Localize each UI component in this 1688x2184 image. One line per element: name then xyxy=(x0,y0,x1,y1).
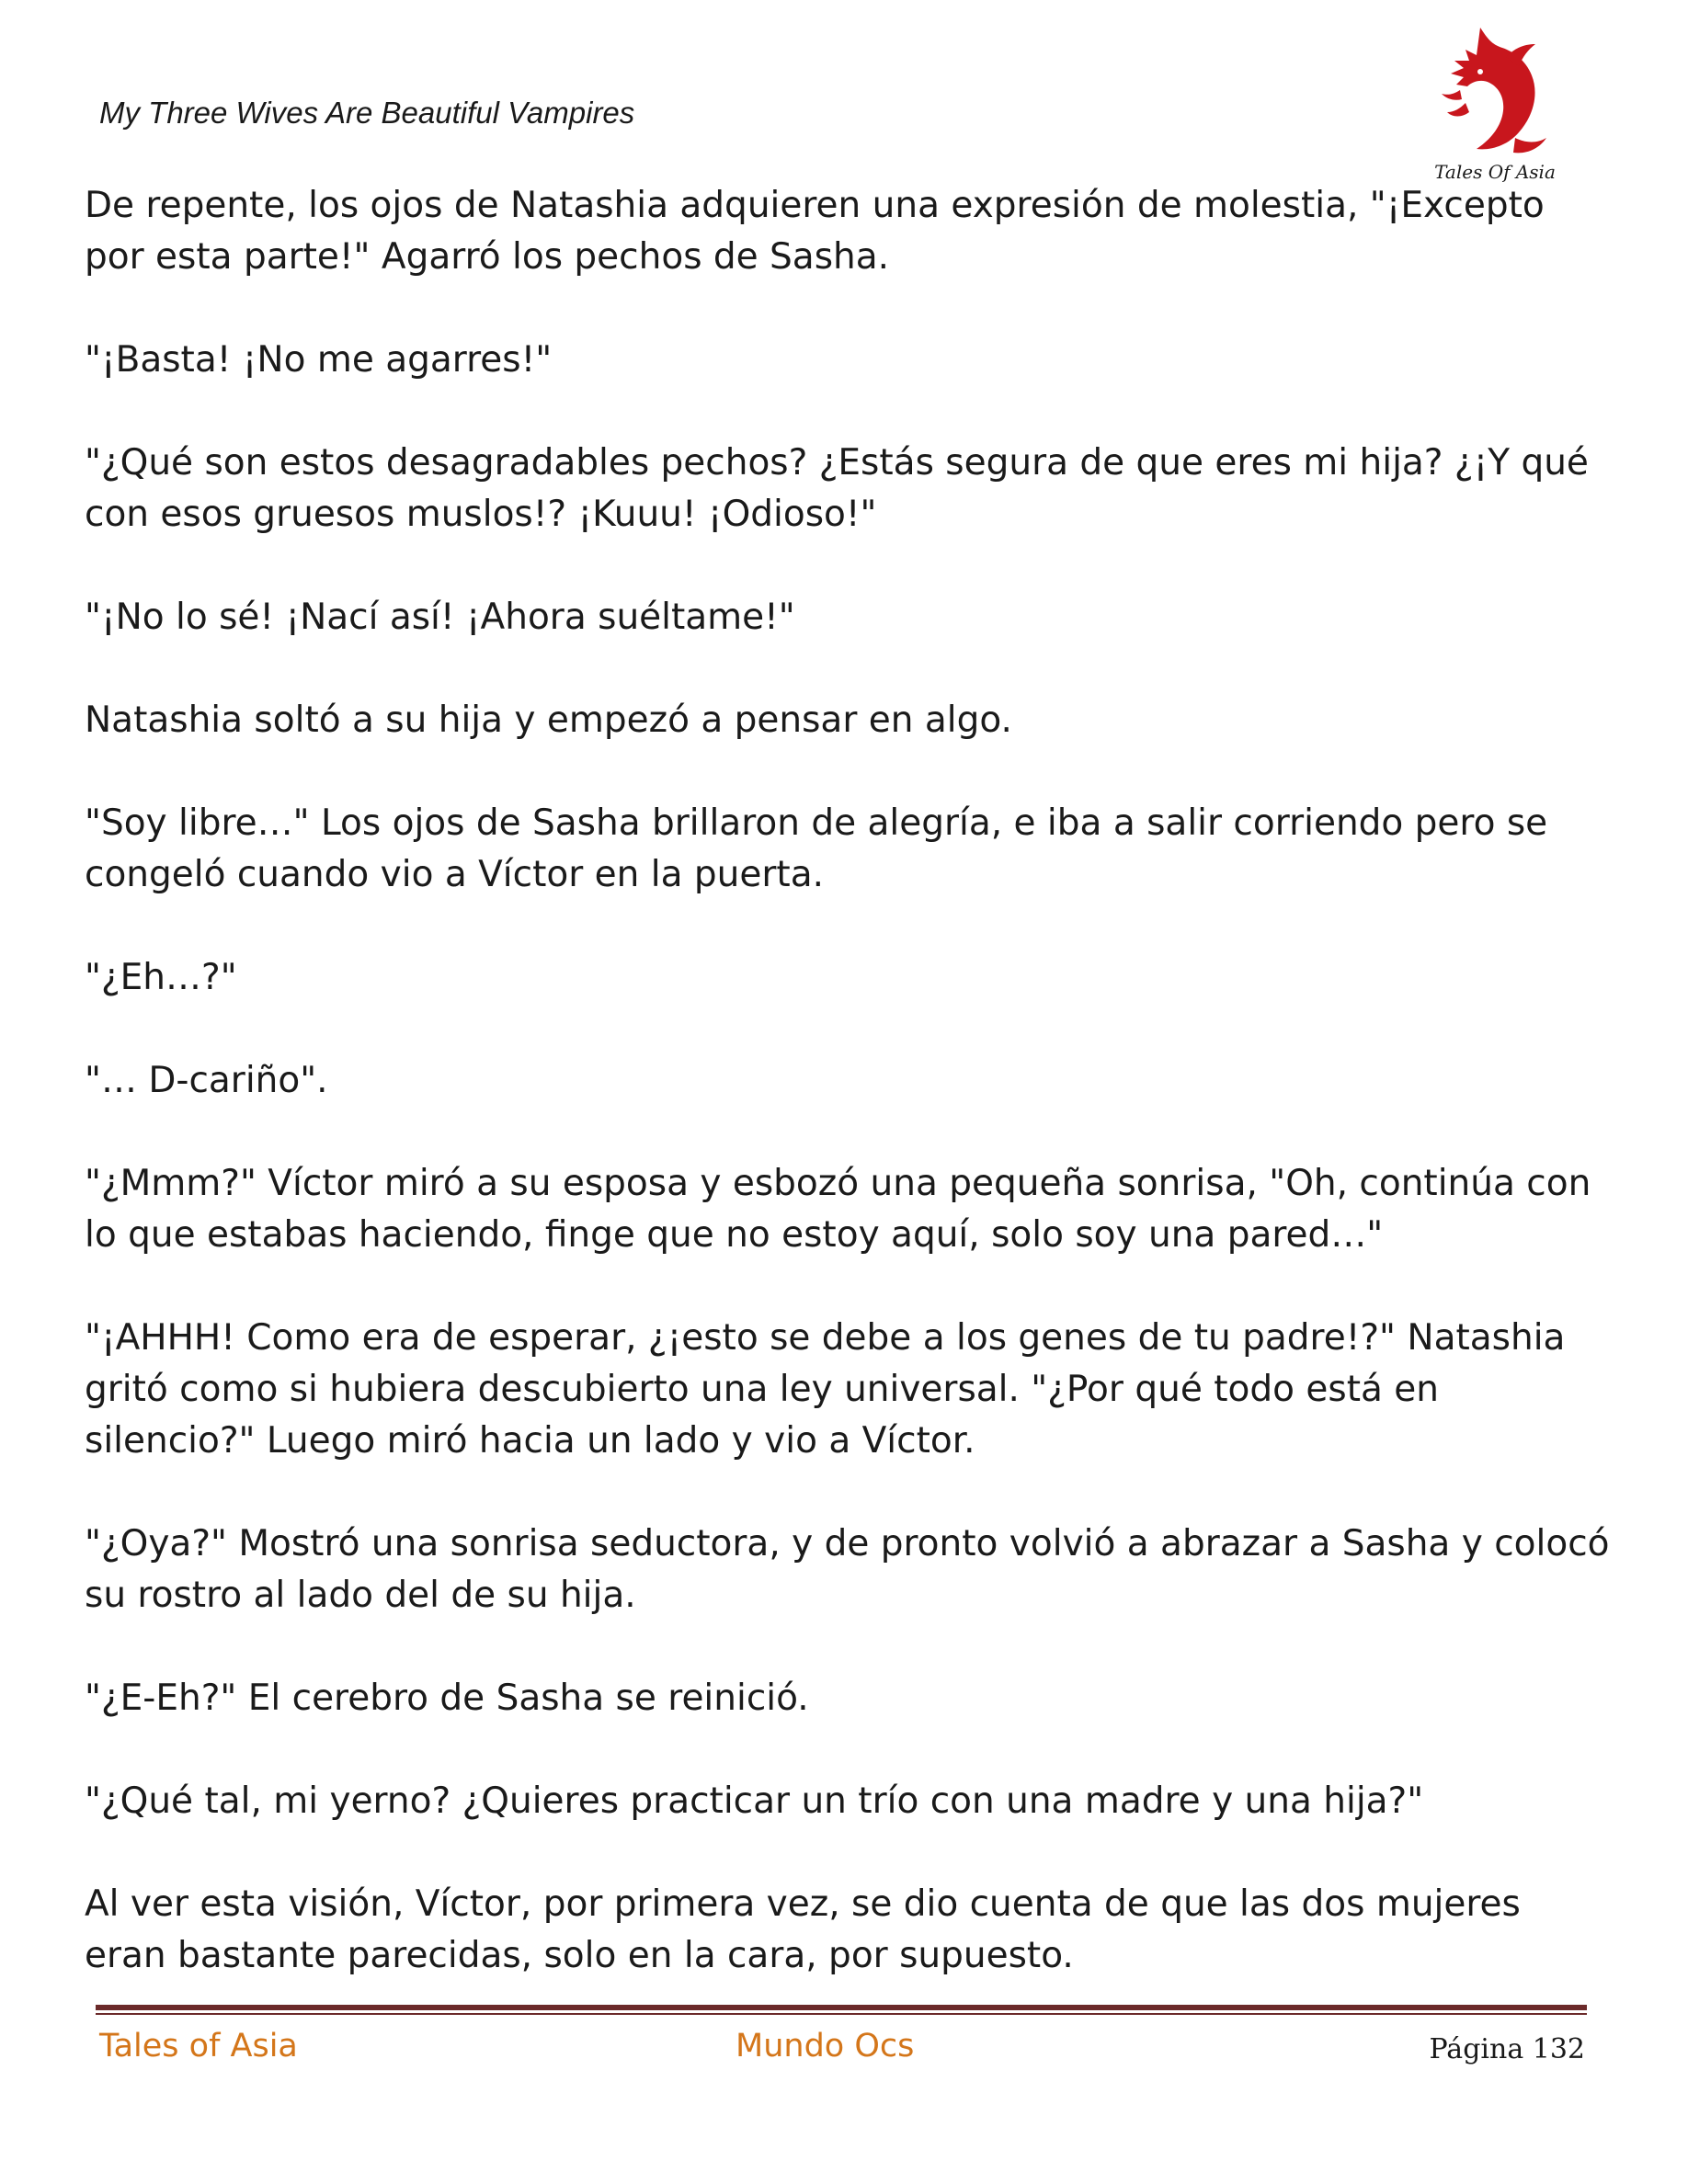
paragraph: "¿Qué son estos desagradables pechos? ¿Estás segura de que eres mi hija? ¿¡Y qué con esos gruesos muslos!? ¡Kuuu! ¡Odioso!" xyxy=(85,442,1589,535)
paragraph: "¡No lo sé! ¡Nací así! ¡Ahora suéltame!" xyxy=(85,597,795,638)
book-title: My Three Wives Are Beautiful Vampires xyxy=(99,96,635,130)
paragraph: "¿Oya?" Mostró una sonrisa seductora, y de pronto volvió a abrazar a Sasha y colocó su rostro al lado del de su hija. xyxy=(85,1523,1610,1616)
footer-site-name: Tales of Asia xyxy=(99,2028,298,2065)
paragraph: "¿Mmm?" Víctor miró a su esposa y esbozó una pequeña sonrisa, "Oh, continúa con lo que estabas haciendo, finge que no estoy aquí, solo soy una pared…" xyxy=(85,1163,1591,1256)
red-dragon-icon xyxy=(1423,20,1561,186)
paragraph: "Soy libre…" Los ojos de Sasha brillaron de alegría, e iba a salir corriendo pero se congeló cuando vio a Víctor en la puerta. xyxy=(85,802,1548,895)
paragraph: Al ver esta visión, Víctor, por primera vez, se dio cuenta de que las dos mujeres eran bastante parecidas, solo en la cara, por supuesto. xyxy=(85,1883,1521,1976)
tales-of-asia-logo xyxy=(1423,20,1561,186)
chapter-body xyxy=(85,180,1611,1982)
paragraph: De repente, los ojos de Natashia adquieren una expresión de molestia, "¡Excepto por esta parte!" Agarró los pechos de Sasha. xyxy=(85,185,1545,278)
paragraph: "¡AHHH! Como era de esperar, ¿¡esto se debe a los genes de tu padre!?" Natashia gritó como si hubiera descubierto una ley universal. "¿Por qué todo está en silencio?" Luego miró hacia un lado y vio a Víctor. xyxy=(85,1317,1566,1462)
paragraph: Natashia soltó a su hija y empezó a pensar en algo. xyxy=(85,700,1012,741)
paragraph: "¿Eh…?" xyxy=(85,957,237,998)
footer-divider-thin xyxy=(96,2013,1587,2015)
footer-divider xyxy=(96,2005,1587,2018)
footer-divider-thick xyxy=(96,2005,1587,2010)
page-number: Página 132 xyxy=(1429,2033,1585,2065)
logo-text: Tales Of Asia xyxy=(1434,161,1556,183)
paragraph: "¿Qué tal, mi yerno? ¿Quieres practicar un trío con una madre y una hija?" xyxy=(85,1780,1424,1822)
paragraph: "¿E-Eh?" El cerebro de Sasha se reinició. xyxy=(85,1678,809,1719)
paragraph: "… D-cariño". xyxy=(85,1060,328,1101)
paragraph: "¡Basta! ¡No me agarres!" xyxy=(85,339,553,381)
footer-section-name: Mundo Ocs xyxy=(736,2028,915,2065)
